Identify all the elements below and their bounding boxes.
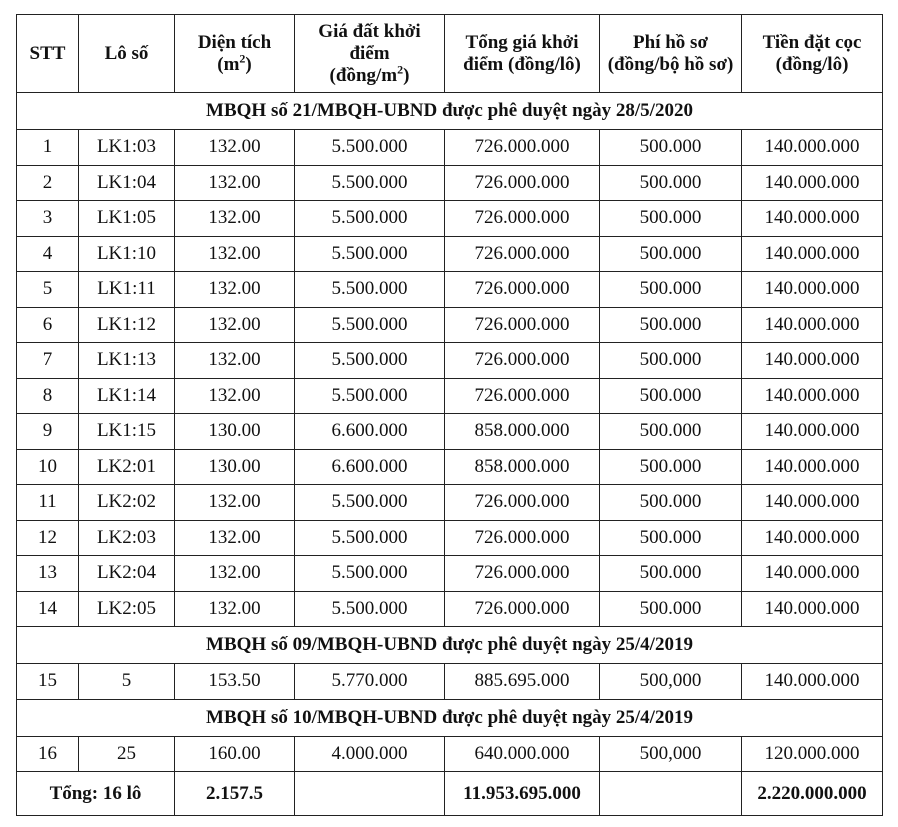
cell-area: 132.00 bbox=[175, 130, 295, 166]
header-land-price-unit-sup: 2 bbox=[397, 62, 404, 77]
cell-fee: 500.000 bbox=[600, 414, 742, 450]
totals-label: Tổng: 16 lô bbox=[17, 772, 175, 816]
cell-land-price: 5.500.000 bbox=[295, 201, 445, 237]
cell-lot: LK1:05 bbox=[79, 201, 175, 237]
cell-fee: 500.000 bbox=[600, 201, 742, 237]
cell-deposit: 140.000.000 bbox=[742, 591, 883, 627]
cell-fee: 500,000 bbox=[600, 736, 742, 772]
cell-land-price: 5.500.000 bbox=[295, 307, 445, 343]
section-title: MBQH số 21/MBQH-UBND được phê duyệt ngày 28/5/2020 bbox=[17, 93, 883, 130]
header-land-price-label: Giá đất khởi điểm bbox=[318, 20, 421, 64]
cell-lot: LK1:13 bbox=[79, 343, 175, 379]
cell-stt: 14 bbox=[17, 591, 79, 627]
section-header-row bbox=[17, 93, 883, 130]
header-land-price-unit-post: ) bbox=[403, 64, 410, 86]
cell-lot: 25 bbox=[79, 736, 175, 772]
cell-fee: 500.000 bbox=[600, 520, 742, 556]
table-row bbox=[17, 272, 883, 308]
cell-area: 132.00 bbox=[175, 378, 295, 414]
cell-stt: 9 bbox=[17, 414, 79, 450]
cell-area: 132.00 bbox=[175, 520, 295, 556]
cell-fee: 500.000 bbox=[600, 378, 742, 414]
cell-fee: 500.000 bbox=[600, 485, 742, 521]
cell-deposit: 120.000.000 bbox=[742, 736, 883, 772]
cell-deposit: 140.000.000 bbox=[742, 307, 883, 343]
cell-land-price: 5.500.000 bbox=[295, 485, 445, 521]
table-row bbox=[17, 449, 883, 485]
cell-stt: 1 bbox=[17, 130, 79, 166]
cell-land-price: 5.500.000 bbox=[295, 236, 445, 272]
cell-fee: 500.000 bbox=[600, 591, 742, 627]
cell-deposit: 140.000.000 bbox=[742, 664, 883, 700]
section-header-row bbox=[17, 699, 883, 736]
cell-deposit: 140.000.000 bbox=[742, 165, 883, 201]
cell-area: 132.00 bbox=[175, 307, 295, 343]
cell-deposit: 140.000.000 bbox=[742, 414, 883, 450]
cell-total-price: 726.000.000 bbox=[445, 272, 600, 308]
table-row bbox=[17, 591, 883, 627]
header-area bbox=[175, 15, 295, 93]
cell-deposit: 140.000.000 bbox=[742, 449, 883, 485]
cell-total-price: 858.000.000 bbox=[445, 449, 600, 485]
cell-fee: 500.000 bbox=[600, 449, 742, 485]
cell-lot: LK2:01 bbox=[79, 449, 175, 485]
cell-fee: 500.000 bbox=[600, 165, 742, 201]
cell-deposit: 140.000.000 bbox=[742, 272, 883, 308]
cell-area: 132.00 bbox=[175, 591, 295, 627]
table-row bbox=[17, 485, 883, 521]
table-row bbox=[17, 736, 883, 772]
header-stt: STT bbox=[17, 15, 79, 93]
totals-land-price bbox=[295, 772, 445, 816]
cell-area: 130.00 bbox=[175, 414, 295, 450]
cell-land-price: 5.500.000 bbox=[295, 520, 445, 556]
cell-lot: LK2:03 bbox=[79, 520, 175, 556]
cell-stt: 4 bbox=[17, 236, 79, 272]
header-area-label: Diện tích bbox=[197, 31, 272, 53]
cell-lot: LK1:12 bbox=[79, 307, 175, 343]
cell-land-price: 5.500.000 bbox=[295, 591, 445, 627]
table-row bbox=[17, 165, 883, 201]
table-row bbox=[17, 520, 883, 556]
cell-total-price: 640.000.000 bbox=[445, 736, 600, 772]
auction-lots-table bbox=[16, 14, 883, 816]
header-area-unit-sup: 2 bbox=[239, 51, 246, 66]
totals-row bbox=[17, 772, 883, 816]
cell-total-price: 858.000.000 bbox=[445, 414, 600, 450]
cell-stt: 6 bbox=[17, 307, 79, 343]
table-row bbox=[17, 307, 883, 343]
cell-stt: 11 bbox=[17, 485, 79, 521]
table-row bbox=[17, 378, 883, 414]
cell-area: 130.00 bbox=[175, 449, 295, 485]
cell-stt: 8 bbox=[17, 378, 79, 414]
cell-stt: 2 bbox=[17, 165, 79, 201]
cell-lot: LK1:10 bbox=[79, 236, 175, 272]
cell-land-price: 5.500.000 bbox=[295, 165, 445, 201]
cell-area: 132.00 bbox=[175, 485, 295, 521]
cell-land-price: 6.600.000 bbox=[295, 414, 445, 450]
cell-fee: 500.000 bbox=[600, 556, 742, 592]
cell-deposit: 140.000.000 bbox=[742, 236, 883, 272]
cell-deposit: 140.000.000 bbox=[742, 520, 883, 556]
cell-deposit: 140.000.000 bbox=[742, 201, 883, 237]
cell-total-price: 726.000.000 bbox=[445, 307, 600, 343]
header-row bbox=[17, 15, 883, 93]
cell-total-price: 726.000.000 bbox=[445, 165, 600, 201]
table-row bbox=[17, 201, 883, 237]
cell-area: 132.00 bbox=[175, 236, 295, 272]
cell-land-price: 5.500.000 bbox=[295, 343, 445, 379]
section-title: MBQH số 09/MBQH-UBND được phê duyệt ngày 25/4/2019 bbox=[17, 627, 883, 664]
cell-land-price: 4.000.000 bbox=[295, 736, 445, 772]
cell-deposit: 140.000.000 bbox=[742, 485, 883, 521]
cell-total-price: 726.000.000 bbox=[445, 378, 600, 414]
cell-fee: 500,000 bbox=[600, 664, 742, 700]
table-row bbox=[17, 414, 883, 450]
cell-fee: 500.000 bbox=[600, 130, 742, 166]
table-row bbox=[17, 664, 883, 700]
cell-area: 132.00 bbox=[175, 556, 295, 592]
totals-fee bbox=[600, 772, 742, 816]
totals-deposit: 2.220.000.000 bbox=[742, 772, 883, 816]
header-fee: Phí hồ sơ (đồng/bộ hồ sơ) bbox=[600, 15, 742, 93]
cell-land-price: 5.500.000 bbox=[295, 130, 445, 166]
cell-stt: 13 bbox=[17, 556, 79, 592]
cell-land-price: 5.500.000 bbox=[295, 378, 445, 414]
cell-stt: 15 bbox=[17, 664, 79, 700]
totals-total-price: 11.953.695.000 bbox=[445, 772, 600, 816]
header-area-unit-pre: (m bbox=[217, 53, 240, 75]
header-lot: Lô số bbox=[79, 15, 175, 93]
cell-area: 160.00 bbox=[175, 736, 295, 772]
cell-total-price: 726.000.000 bbox=[445, 520, 600, 556]
cell-lot: LK1:15 bbox=[79, 414, 175, 450]
cell-total-price: 726.000.000 bbox=[445, 130, 600, 166]
cell-lot: LK1:03 bbox=[79, 130, 175, 166]
cell-stt: 10 bbox=[17, 449, 79, 485]
cell-land-price: 5.500.000 bbox=[295, 272, 445, 308]
cell-deposit: 140.000.000 bbox=[742, 378, 883, 414]
cell-lot: LK1:04 bbox=[79, 165, 175, 201]
table-row bbox=[17, 556, 883, 592]
header-deposit: Tiền đặt cọc (đồng/lô) bbox=[742, 15, 883, 93]
cell-total-price: 885.695.000 bbox=[445, 664, 600, 700]
cell-total-price: 726.000.000 bbox=[445, 556, 600, 592]
cell-total-price: 726.000.000 bbox=[445, 591, 600, 627]
totals-area: 2.157.5 bbox=[175, 772, 295, 816]
cell-lot: LK2:05 bbox=[79, 591, 175, 627]
cell-deposit: 140.000.000 bbox=[742, 130, 883, 166]
cell-fee: 500.000 bbox=[600, 343, 742, 379]
cell-lot: 5 bbox=[79, 664, 175, 700]
cell-total-price: 726.000.000 bbox=[445, 201, 600, 237]
cell-area: 132.00 bbox=[175, 165, 295, 201]
section-header-row bbox=[17, 627, 883, 664]
cell-deposit: 140.000.000 bbox=[742, 343, 883, 379]
cell-total-price: 726.000.000 bbox=[445, 343, 600, 379]
cell-fee: 500.000 bbox=[600, 307, 742, 343]
table-row bbox=[17, 130, 883, 166]
cell-area: 132.00 bbox=[175, 201, 295, 237]
cell-stt: 16 bbox=[17, 736, 79, 772]
cell-area: 132.00 bbox=[175, 272, 295, 308]
cell-lot: LK2:02 bbox=[79, 485, 175, 521]
cell-deposit: 140.000.000 bbox=[742, 556, 883, 592]
cell-lot: LK1:14 bbox=[79, 378, 175, 414]
header-land-price-unit-pre: (đồng/m bbox=[329, 64, 398, 86]
cell-stt: 3 bbox=[17, 201, 79, 237]
cell-land-price: 5.500.000 bbox=[295, 556, 445, 592]
table-row bbox=[17, 343, 883, 379]
cell-total-price: 726.000.000 bbox=[445, 236, 600, 272]
cell-lot: LK2:04 bbox=[79, 556, 175, 592]
header-area-unit-post: ) bbox=[245, 53, 252, 75]
cell-area: 132.00 bbox=[175, 343, 295, 379]
cell-land-price: 6.600.000 bbox=[295, 449, 445, 485]
cell-fee: 500.000 bbox=[600, 272, 742, 308]
cell-area: 153.50 bbox=[175, 664, 295, 700]
cell-stt: 12 bbox=[17, 520, 79, 556]
table-row bbox=[17, 236, 883, 272]
section-title: MBQH số 10/MBQH-UBND được phê duyệt ngày 25/4/2019 bbox=[17, 699, 883, 736]
table-body bbox=[17, 93, 883, 816]
cell-total-price: 726.000.000 bbox=[445, 485, 600, 521]
cell-land-price: 5.770.000 bbox=[295, 664, 445, 700]
header-total-price: Tổng giá khởi điểm (đồng/lô) bbox=[445, 15, 600, 93]
cell-stt: 5 bbox=[17, 272, 79, 308]
cell-fee: 500.000 bbox=[600, 236, 742, 272]
cell-lot: LK1:11 bbox=[79, 272, 175, 308]
header-land-price bbox=[295, 15, 445, 93]
cell-stt: 7 bbox=[17, 343, 79, 379]
